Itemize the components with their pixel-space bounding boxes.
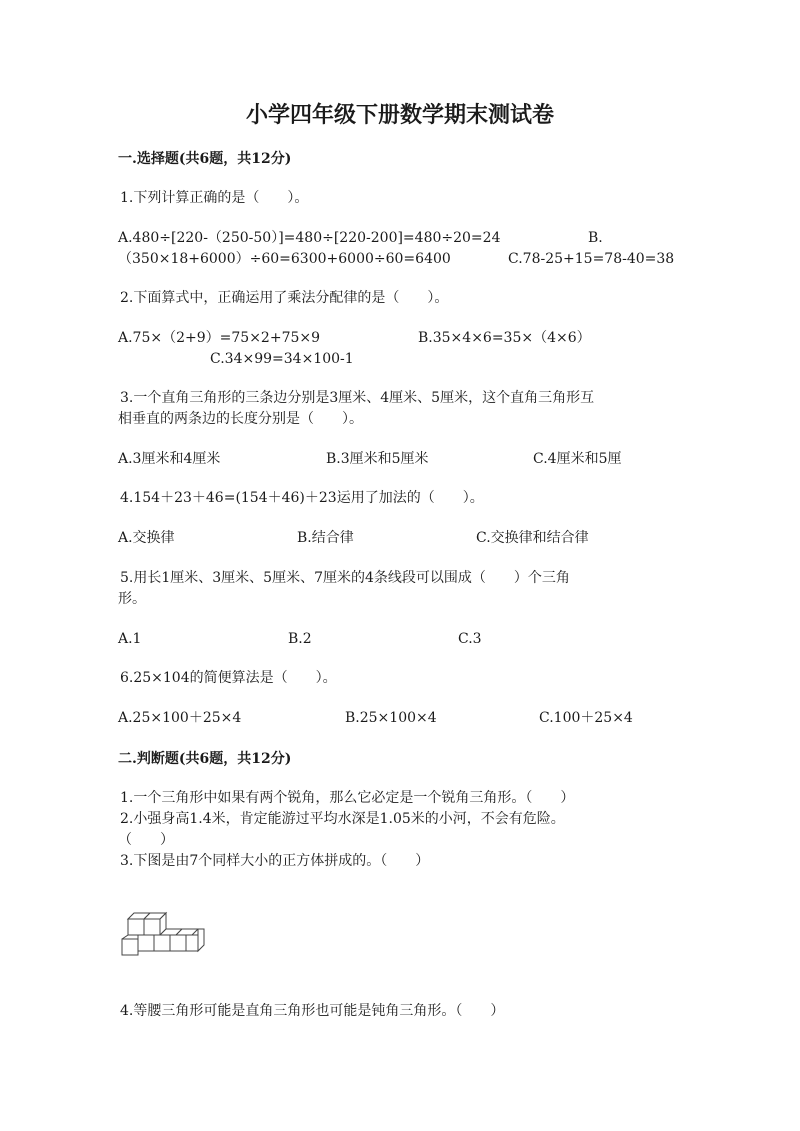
question-3-stem-line-1: 3.一个直角三角形的三条边分别是3厘米、4厘米、5厘米，这个直角三角形互 <box>120 390 595 406</box>
question-5-stem-line-1: 5.用长1厘米、3厘米、5厘米、7厘米的4条线段可以围成（ ）个三角 <box>120 570 570 586</box>
question-6-stem: 6.25×104的简便算法是（ ）。 <box>120 670 337 686</box>
judgment-2-blank: （ ） <box>118 832 174 848</box>
question-1-option-c: C.78-25+15=78-40=38 <box>508 251 675 267</box>
question-1-option-a: A.480÷[220-（250-50）]=480÷[220-200]=480÷20=24 <box>118 230 501 246</box>
section-heading-judgment: 二.判断题(共6题，共12分) <box>118 751 292 767</box>
question-3-option-c: C.4厘米和5厘 <box>533 451 622 467</box>
question-3-option-a: A.3厘米和4厘米 <box>118 451 221 467</box>
question-5-stem-line-2: 形。 <box>118 591 146 607</box>
question-6-option-b: B.25×100×4 <box>345 710 437 726</box>
cube-stack-figure <box>118 905 208 957</box>
question-3-option-b: B.3厘米和5厘米 <box>326 451 429 467</box>
question-5-option-c: C.3 <box>458 631 482 647</box>
question-2-option-b: B.35×4×6=35×（4×6） <box>418 330 591 346</box>
question-4-option-a: A.交换律 <box>118 530 175 546</box>
question-5-option-a: A.1 <box>118 631 142 647</box>
section-heading-choice: 一.选择题(共6题，共12分) <box>118 151 292 167</box>
question-6-option-a: A.25×100＋25×4 <box>118 710 242 726</box>
question-4-option-c: C.交换律和结合律 <box>476 530 589 546</box>
page-title: 小学四年级下册数学期末测试卷 <box>245 102 554 128</box>
question-3-stem-line-2: 相垂直的两条边的长度分别是（ ）。 <box>118 411 363 427</box>
question-6-option-c: C.100＋25×4 <box>539 710 633 726</box>
judgment-4: 4.等腰三角形可能是直角三角形也可能是钝角三角形。（ ） <box>120 1003 505 1019</box>
question-1-stem: 1.下列计算正确的是（ ）。 <box>120 190 309 206</box>
question-1-option-b: B. <box>588 230 603 246</box>
question-2-option-c: C.34×99=34×100-1 <box>210 351 354 367</box>
question-4-stem: 4.154＋23＋46=(154＋46)＋23运用了加法的（ ）。 <box>120 490 484 506</box>
question-2-option-a: A.75×（2+9）=75×2+75×9 <box>118 330 321 346</box>
question-4-option-b: B.结合律 <box>297 530 354 546</box>
judgment-3: 3.下图是由7个同样大小的正方体拼成的。（ ） <box>120 853 430 869</box>
judgment-2: 2.小强身高1.4米，肯定能游过平均水深是1.05米的小河，不会有危险。 <box>120 811 565 827</box>
judgment-1: 1.一个三角形中如果有两个锐角，那么它必定是一个锐角三角形。（ ） <box>120 790 575 806</box>
question-1-option-b-cont: （350×18+6000）÷60=6300+6000÷60=6400 <box>118 251 451 267</box>
question-2-stem: 2.下面算式中，正确运用了乘法分配律的是（ ）。 <box>120 290 449 306</box>
question-5-option-b: B.2 <box>288 631 312 647</box>
